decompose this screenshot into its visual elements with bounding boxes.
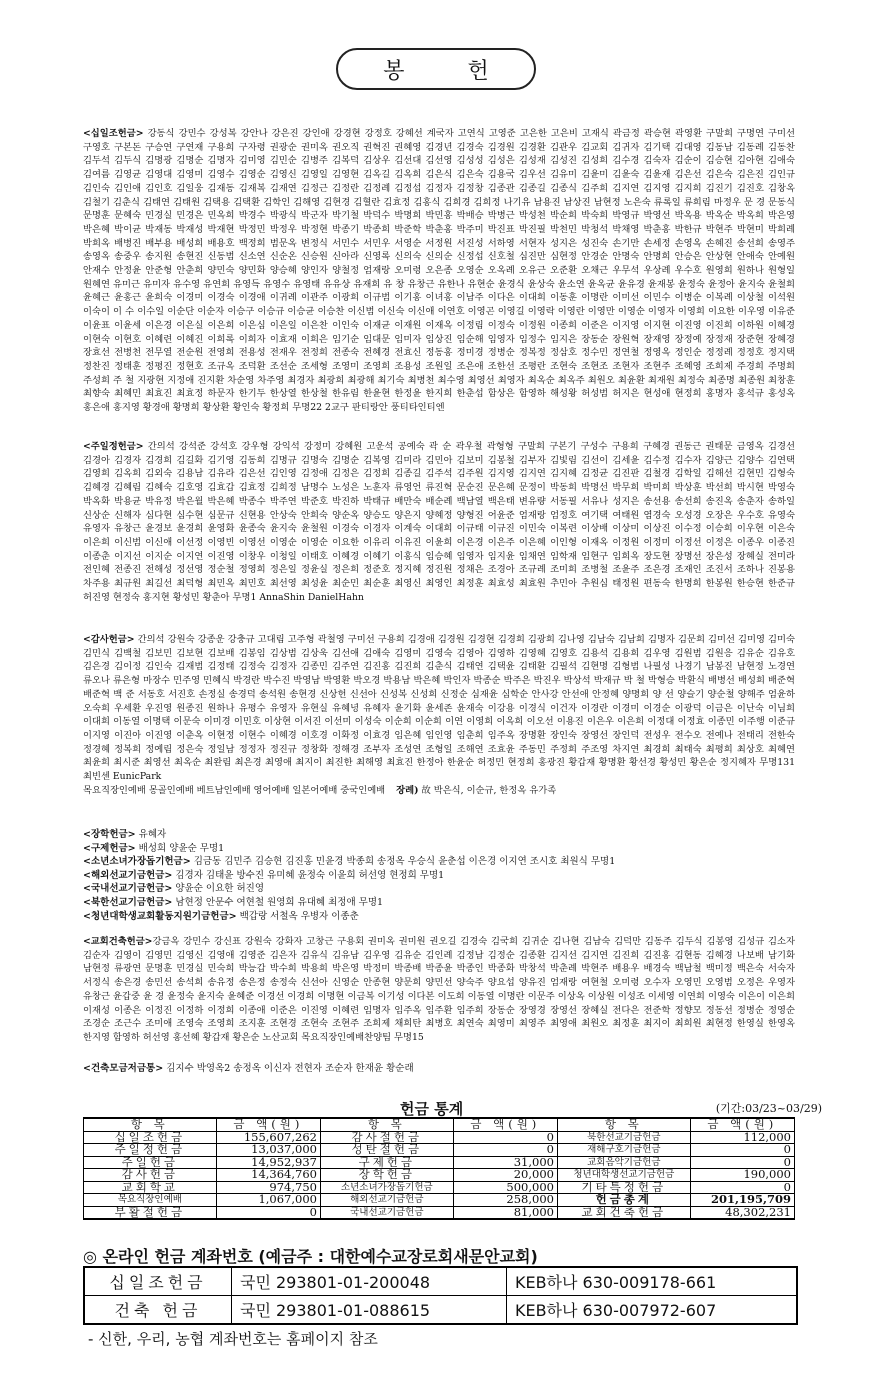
list-item: <국내선교기금헌금> 양윤순 이요한 허진영 (83, 883, 264, 895)
stats-amount: 974,750 (216, 1181, 320, 1194)
stats-amount: 0 (453, 1131, 557, 1144)
sunday-section (83, 440, 795, 604)
stats-label: 부활절헌금 (84, 1206, 217, 1219)
stats-label: 국내선교기금헌금 (320, 1206, 453, 1219)
list-item: <해외선교기금헌금> 김경자 김태윤 방수진 유미혜 윤정숙 이윤희 허선영 현정희 무명1 (83, 869, 445, 881)
list-item: <북한선교기금헌금> 남현정 안문수 여현철 원영희 유대혜 최정애 무명1 (83, 896, 384, 908)
stats-table (83, 1117, 795, 1220)
list-item: <청년대학생교회활동지원기금헌금> 백갑랑 서철옥 우병자 이종춘 (83, 910, 359, 922)
stats-label: 재해구호기금헌금 (557, 1144, 690, 1157)
page-title: 봉 헌 (336, 48, 536, 90)
stats-amount: 258,000 (453, 1194, 557, 1207)
stats-label: 북한선교기금헌금 (557, 1131, 690, 1144)
stats-amount: 31,000 (453, 1156, 557, 1169)
account-note: - 신한, 우리, 농협 계좌번호는 홈페이지 참조 (88, 1330, 378, 1348)
online-account-title: ◎ 온라인 헌금 계좌번호 (예금주 : 대한예수교장로회새문안교회) (83, 1247, 538, 1266)
stats-amount: 14,952,937 (216, 1156, 320, 1169)
stats-amount: 201,195,709 (690, 1194, 794, 1207)
table-header-row: 항 목 금 액(원) 항 목 금 액(원) 항 목 금 액(원) (84, 1118, 795, 1131)
stats-label: 감사절헌금 (320, 1131, 453, 1144)
funeral-text: 故 박은식, 이순규, 한정옥 유가족 (418, 784, 557, 796)
stats-label: 감사헌금 (84, 1169, 217, 1182)
table-row (84, 1156, 795, 1169)
stats-amount: 48,302,231 (690, 1206, 794, 1219)
stats-label: 해외선교기금헌금 (320, 1194, 453, 1207)
tithe-names: 강동식 강민수 강성복 강안나 강은진 강인애 강경현 강정호 강혜선 계국자 고연식 고영준 고은한 고은비 고재식 곽금정 곽승현 곽영환 구말희 구명연 구미선 구영호 구본돈 구승연 구연재 구용희 구자령 권광순 권미옥 권오직 권혁진 권혜영 김경년 김경숙 김경원 김경환 김관우 김교회 김귀자 김기택 김대영 김동남 김동례 김동찬 김두석 김두식 김명광 김명순 김명자 김미영 김민순 김병주 김복덕 김상우 김선대 김선영 김성성 김성은 김성재 김성진 김성희 김수경 김숙자 김순이 김승현 김아현 김애숙 김여름 김영균 김영대 김영미 김영수 김영순 김영신 김영일 김영현 김옥길 김옥희 김은식 김은숙 김용국 김우선 김유미 김윤미 김윤숙 김윤재 김은선 김은숙 김은진 김인규 김인숙 김인애 김인호 김일웅 김재동 김재복 김재연 김정근 김정란 김정례 김정섭 김정자 김정창 김종관 김종길 김종식 김주희 김지연 김지영 김지희 김진기 김진호 김창옥 김철기 김춘식 김태연 김태원 김택용 김택환 김학인 김해영 김현경 김혈란 김효정 김홍식 김희경 김희정 나기유 남용진 남상진 남현정 노은숙 류록일 류희림 마정우 문 경 문동식 문명훈 문혜숙 민경실 민경은 민옥희 박경수 박광식 박군자 박기철 박덕수 박명희 박민홍 박배승 박병근 박성천 박순희 박숙희 박영규 박영선 박옥용 박옥순 박옥희 박은영 박은혜 박이균 박재동 박재성 박재현 박정민 박정우 박정현 박종기 박종희 박준학 박춘홍 박주미 박진표 박진필 박천민 박청석 박채영 박춘홍 박한규 박현주 박현미 박희례 박희옥 배병진 배부용 배성희 배용호 백정희 범문옥 변정식 서민수 서민우 서영순 서정원 서진성 서하영 서현자 성지은 성진숙 손기만 손세정 손영옥 손혜진 송선희 송영주 송영옥 송중우 송지원 송현진 신동범 신소연 신순온 신승원 신아라 신영록 신의숙 신의순 신정섭 신호철 심진만 심현정 안경순 안명숙 안명희 안승은 안상현 안애숙 안예원 안재수 안정윤 안준형 안춘희 양민숙 양민화 양승혜 양인자 양철정 엄재랑 오미령 오은종 오영순 오옥례 오유근 오준환 오채근 우무석 우상례 우수호 원영희 원하나 원형일 원혜연 유미근 유미자 유수영 유연희 유영득 유영수 유영태 유유상 유재희 유 창 유창근 유한나 유현순 윤경식 윤상숙 윤소연 윤옥균 윤유경 윤재봉 윤정숙 윤정아 윤지숙 윤철희 윤혜근 윤홍근 윤희숙 이경미 이경숙 이경애 이귀례 이관주 이광희 이규범 이기홍 이녀홍 이남주 이다은 이대희 이동훈 이명란 이미선 이민수 이병순 이복례 이상철 이석원 이숙이 이 수 이수일 이순단 이순자 이승구 이승규 이승균 이승찬 이신범 이신숙 이신애 이연호 이영곤 이영길 이영락 이영란 이영만 이영순 이영자 이영희 이요한 이우영 이유준 이윤표 이윤세 이은경 이은실 이은희 이은심 이은일 이은찬 이인숙 이재균 이재원 이재옥 이정림 이정숙 이정원 이종희 이준은 이지영 이지현 이진영 이진희 이하원 이혜경 이현숙 이현호 이혜련 이혜진 이희록 이희자 이효재 이희은 임기순 임대문 임미자 임상진 임순해 임영자 임정수 임지은 장동순 장원혁 장재영 장정예 장정재 장준현 장혜경 장효선 전병천 전무열 전순원 전영희 전용성 전재우 전정희 전종숙 전혜경 전효신 정동홍 정미경 정병순 정복정 정삼호 정수민 정연철 정영옥 정인순 정정례 정정호 정지택 정찬진 정태훈 정평진 정현호 조규옥 조덕환 조선순 조세형 조영미 조영희 조용성 조원일 조은애 조한선 조평란 조현숙 조현조 조현자 조현주 조혜영 조희제 주경희 주명희 주성희 주 철 지광현 지정애 진지환 차순영 차주영 최경자 최광희 최광해 최기숙 최병천 최수영 최영선 최영자 최옥순 최옥주 최원오 최윤환 최재원 최정숙 최종명 최종원 최창훈 최향숙 최혜민 최효진 최효정 하문자 한기두 한상열 한상철 한유림 한윤현 한정윤 한지희 한춘섭 함상은 함영하 해성왕 허성범 허지은 현성애 현정희 홍명자 홍석규 홍성옥 홍은애 홍지영 황경애 황명희 황상환 황인숙 황정희 무명22 2교구 판티랑안 풍티타인티엔 (83, 128, 795, 414)
thanks-line2: 목요직장인예배 몽골인예배 베트남인예배 영어예배 일본어예배 중국인예배 (83, 784, 386, 796)
stats-amount: 0 (690, 1144, 794, 1157)
table-row (84, 1144, 795, 1157)
list-item: <구제헌금> 배성희 양윤순 무명1 (83, 842, 225, 854)
table-row (84, 1194, 795, 1207)
building-names: 강금옥 강민수 강신표 강원숙 강화자 고창근 구용회 권미옥 권미원 권오길 김경숙 김국희 김귀순 김나현 김남숙 김덕만 김동주 김두식 김봉영 김성규 김소자 김순자 김영이 김영민 김영신 김영애 김영준 김은자 김유식 김유남 김우영 김유순 김인례 김정남 김정순 김종환 김지선 김지연 김진희 김진홍 김현동 김혜경 나보배 남기화 남현정 류광연 문명훈 민경실 민숙희 박능갑 박수희 박용희 박은영 박정미 박종배 박종윤 박종인 박종화 박창석 박춘례 박현주 배용우 배경숙 백남철 백미정 백은숙 서숙자 서정식 송은경 송민선 송석희 송유정 송은정 송정숙 신선아 신영순 안종현 양문희 양민선 양숙주 양요섭 양유진 엄재랑 여현철 오미령 오수자 오영민 오영범 오정은 우영자 유창근 윤갑중 윤 경 윤정숙 윤지숙 윤혜준 이경선 이경희 이명현 이금복 이기성 이다본 이도희 이동열 이명란 이문주 이상옥 이상원 이성조 이세영 이연희 이영숙 이은이 이은희 이재성 이종은 이정진 이정하 이정희 이종애 이준은 이진영 이혜련 임명자 임주옥 임주환 임주희 장동순 장영경 장영선 장혜실 전다은 전준학 정향모 정동선 정병순 정영순 조경순 조근수 조미애 조영숙 조영희 조지훈 조현경 조현숙 조현주 조희제 채희탄 최병호 최연숙 최영미 최영주 최영애 최원오 최정훈 최지이 최희원 최현정 한영실 한영옥 한지영 함영하 허선영 홍선혜 황갑재 황은순 노산교회 목요직장인예배찬양팀 무명15 (83, 936, 795, 1043)
building-plan-section (83, 1062, 803, 1076)
stats-label: 목요직장인예배 (84, 1194, 217, 1207)
stats-amount: 81,000 (453, 1206, 557, 1219)
table-row (84, 1131, 795, 1144)
stats-label: 십일조헌금 (84, 1131, 217, 1144)
stats-label: 청년대학생선교기금헌금 (557, 1169, 690, 1182)
stats-amount: 0 (453, 1144, 557, 1157)
stats-label: 기타특정헌금 (557, 1181, 690, 1194)
building-plan-heading: <건축모금저금통> (83, 1063, 164, 1074)
building-plan-names: 김지수 박영옥2 송정옥 이신자 전현자 조순자 한재윤 황순래 (163, 1063, 414, 1074)
funeral-heading: 장례) (396, 784, 419, 796)
account-table (83, 1266, 798, 1325)
stats-amount: 13,037,000 (216, 1144, 320, 1157)
stats-title: 헌금 통계 (400, 1100, 464, 1118)
stats-label: 주일정헌금 (84, 1144, 217, 1157)
stats-label: 교회학교 (84, 1181, 217, 1194)
stats-amount: 0 (216, 1206, 320, 1219)
sunday-names: 간의석 강석준 강석호 강우형 강익석 강정미 강혜원 고운석 공예숙 곽 순 곽우철 곽형형 구말희 구본기 구성수 구용희 구혜경 권동근 권태문 금영옥 김경선 김경아 김경자 김경희 김길화 김기영 김동희 김명규 김명숙 김명순 김복영 김미라 김민아 김보미 김봉철 김부자 김빛림 김선이 김세윤 김수정 김수자 김양근 김양수 김연택 김영희 김옥희 김외숙 김용남 김유라 김은선 김인영 김정애 김정은 김정희 김종길 김주석 김주원 김지영 김지연 김지혜 김정균 김진판 김철경 김학일 김해선 김현민 김형숙 김혜경 김혜림 김혜숙 김호영 김효갑 김효정 김희정 남명수 노성은 노훈자 류영언 류진혁 문순진 문은혜 문정이 박동희 박명선 박무희 박미희 박상훈 박선희 박시현 박영숙 박옥화 박용균 박유정 박은월 박은혜 박종수 박주연 박준호 박진하 박태규 배만숙 배순례 백남열 백은태 변유량 서동필 서유나 성지은 송선용 송선희 송진옥 송춘자 송하일 신상순 신해자 심다현 심수현 심문규 신현용 안상숙 안희숙 양순옥 양승도 양은지 양혜정 양형진 어윤준 엄재랑 엄정호 여기택 여태원 염경숙 오성경 오장은 우수호 유영숙 유영자 유창근 윤경보 윤경희 윤영화 윤종숙 윤지숙 윤철원 이경숙 이경자 이계숙 이대희 이규태 이규진 이민숙 이복련 이상배 이상미 이상진 이수정 이승희 이우현 이은숙 이은희 이신범 이신애 이선정 이영빈 이영선 이영순 이영순 이요한 이유리 이유진 이윤희 이은경 이은주 이은혜 이인형 이재옥 이정원 이정미 이정선 이정은 이종우 이종진 이종춘 이지선 이지순 이지연 이진영 이창우 이청일 이태호 이혜경 이혜기 이홍식 임승혜 임영자 임지윤 임채연 임학재 임현구 임희옥 장도현 장명선 장은성 장혜실 전미라 전인혜 전종진 전해성 정선영 정순철 정영희 정은일 정윤실 정은희 정준호 정지혜 정진원 정채은 조경아 조규례 조미희 조병철 조윤주 조은경 조재인 조진서 조하나 진봉용 차주용 최규원 최길선 최덕형 최민옥 최민호 최선영 최성윤 최순민 최순훈 최영신 최영인 최정훈 최효성 최효원 추민아 추원심 태정원 편동숙 한명희 한봉원 한승현 한준규 허진영 현정숙 홍지현 황성민 황춘아 무명1 AnnaShin DanielHahn (83, 441, 795, 603)
stats-amount: 1,067,000 (216, 1194, 320, 1207)
stats-label: 교회음악기금헌금 (557, 1156, 690, 1169)
stats-label: 소년소녀가장돕기헌금 (320, 1181, 453, 1194)
table-row: 십일조헌금 국민 293801-01-200048 KEB하나 630-009178-661 (84, 1267, 797, 1296)
stats-amount: 500,000 (453, 1181, 557, 1194)
stats-period: (기간:03/23~03/29) (715, 1102, 822, 1115)
table-row (84, 1169, 795, 1182)
stats-label: 장학헌금 (320, 1169, 453, 1182)
tithe-section (83, 127, 795, 415)
building-heading: <교회건축헌금> (83, 936, 153, 947)
building-section (83, 935, 795, 1045)
thanks-section (83, 633, 795, 797)
stats-amount: 0 (690, 1181, 794, 1194)
stats-amount: 155,607,262 (216, 1131, 320, 1144)
thanks-heading: <감사헌금> (83, 634, 135, 645)
stats-label: 구제헌금 (320, 1156, 453, 1169)
stats-amount: 112,000 (690, 1131, 794, 1144)
stats-amount: 190,000 (690, 1169, 794, 1182)
thanks-names: 간의석 강원숙 강종운 강충규 고대림 고주형 곽철영 구미선 구용희 김경애 김경원 김경현 김경희 김광희 김나영 김남숙 김남희 김명자 김문희 김미선 김미영 김미숙 김민식 김백철 김보민 김보현 김보배 김봉임 김상범 김상욱 김선애 김애숙 김영미 김영숙 김영아 김영하 김영혜 김영호 김용석 김용희 김우영 김원범 김원응 김유순 김유호 김은경 김이정 김인숙 김재범 김정태 김정숙 김정자 김종민 김주연 김진홍 김진희 김춘식 김태연 김택윤 김태환 김필석 김현명 김형범 나필성 나경기 남봉진 남현정 노경연 류오나 류은형 마장수 민주영 민혜식 박경란 박수진 박영남 박영환 박오경 박용남 박은혜 박인자 박종순 박주은 박진우 박상석 박재규 박 철 박형승 박환식 배병선 배성희 배준혁 배준혁 백 준 서동호 서진호 손정실 송경덕 송석원 송현경 신상헌 신선아 신성복 신성희 신정순 심재윤 심학순 안사강 안선애 안정혜 양명희 양 선 양슬기 양순철 양해주 엄윤하 오숙희 우세환 우진영 원종진 원하나 유평수 유영자 유현실 유혜녕 유혜자 윤기화 윤세존 윤재숙 이강용 이경식 이건자 이경란 이경미 이경순 이광덕 이금은 이난숙 이님희 이대희 이동열 이명택 이문숙 이미경 이민호 이상현 이서진 이선미 이성숙 이순희 이순희 이연 이영희 이옥희 이오선 이용진 이은우 이은희 이정대 이정효 이종민 이주행 이준규 이지영 이진아 이진영 이춘옥 이현정 이현수 이혜경 이호경 이화정 이효경 임은혜 임인영 임춘희 임주옥 장명환 장인숙 장영선 장인덕 전성우 전수오 전예나 전태리 전한숙 정경혜 정복희 정예림 정은숙 정일남 정정자 정진규 정창화 정해경 조부자 조성연 조형일 조해연 조효윤 주동민 주정희 주조영 차지연 최경희 최태숙 최평희 최상호 최혜연 최윤희 최시준 최영선 최옥순 최완림 최은경 최영애 최지이 최진한 최해영 최효진 한정아 한윤순 허정민 현정희 홍광진 황갑재 황명환 황선경 황성민 황은순 정지혜자 무명131 최빈센 EunicPark (83, 634, 795, 783)
table-row: 건축 헌금 국민 293801-01-088615 KEB하나 630-007972-607 (84, 1296, 797, 1325)
list-item: <장학헌금> 유혜자 (83, 829, 167, 840)
table-row (84, 1181, 795, 1194)
list-item: <소년소녀가장돕기헌금> 김금동 김민주 김승현 김진홍 민윤경 박종희 송정옥 우승식 윤춘섭 이은경 이지연 조시호 최원식 무명1 (83, 856, 616, 868)
tithe-heading: <십일조헌금> (83, 128, 144, 139)
sunday-heading: <주일정헌금> (83, 441, 144, 452)
table-row (84, 1206, 795, 1219)
special-offerings-list (83, 828, 803, 923)
stats-amount: 14,364,760 (216, 1169, 320, 1182)
stats-amount: 0 (690, 1156, 794, 1169)
stats-label: 주일헌금 (84, 1156, 217, 1169)
stats-label: 헌금총계 (557, 1194, 690, 1207)
stats-amount: 20,000 (453, 1169, 557, 1182)
stats-label: 교회건축헌금 (557, 1206, 690, 1219)
stats-label: 성탄절헌금 (320, 1144, 453, 1157)
